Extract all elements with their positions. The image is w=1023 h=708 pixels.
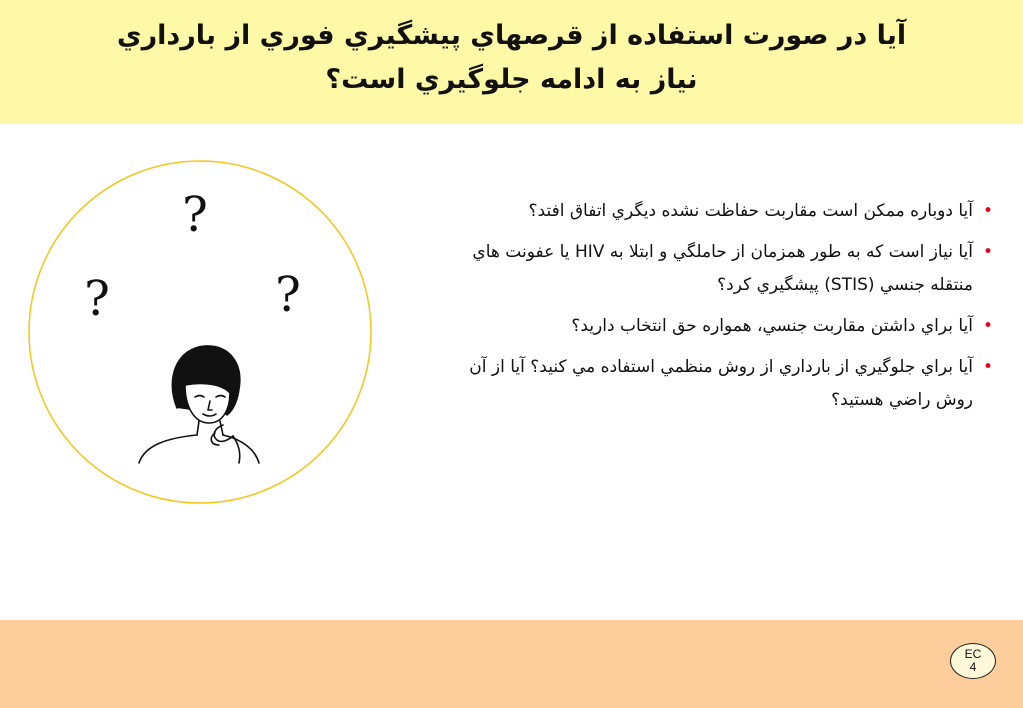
question-list	[440, 195, 993, 425]
title-band	[0, 0, 1023, 124]
list-item	[440, 351, 993, 417]
question-mark-icon: ?	[275, 267, 301, 323]
question-mark-icon: ?	[182, 187, 208, 243]
bullet-icon: •	[982, 242, 993, 262]
title-line-1: آيا در صورت استفاده از قرصهاي پيشگيري فوري از بارداري	[116, 20, 907, 51]
thinking-woman-illustration	[27, 153, 373, 511]
footer-band	[0, 620, 1023, 708]
woman-figure-icon	[139, 346, 259, 463]
slide-number-badge	[950, 643, 996, 679]
question-text: آيا نياز است كه به طور همزمان از حاملگي و ابتلا به HIV يا عفونت هاي منتقله جنسي (STIS) پيشگيري كرد؟	[472, 242, 973, 295]
question-text: آيا دوباره ممكن است مقاربت حفاظت نشده ديگري اتفاق افتد؟	[528, 201, 973, 221]
slide-title	[60, 14, 963, 102]
question-text: آيا براي جلوگيري از بارداري از روش منظمي استفاده مي كنيد؟ آيا از آن روش راضي هستيد؟	[469, 357, 973, 410]
bullet-icon: •	[982, 201, 993, 221]
list-item	[440, 236, 993, 302]
list-item	[440, 195, 993, 228]
question-mark-icon: ?	[84, 271, 110, 327]
list-item	[440, 310, 993, 343]
badge-line-2: 4	[969, 660, 977, 674]
badge-line-1: EC	[964, 647, 982, 661]
bullet-icon: •	[982, 316, 993, 336]
bullet-icon: •	[982, 357, 993, 377]
title-line-2: نياز به ادامه جلوگيري است؟	[325, 64, 698, 95]
question-text: آيا براي داشتن مقاربت جنسي، همواره حق انتخاب داريد؟	[571, 316, 973, 336]
